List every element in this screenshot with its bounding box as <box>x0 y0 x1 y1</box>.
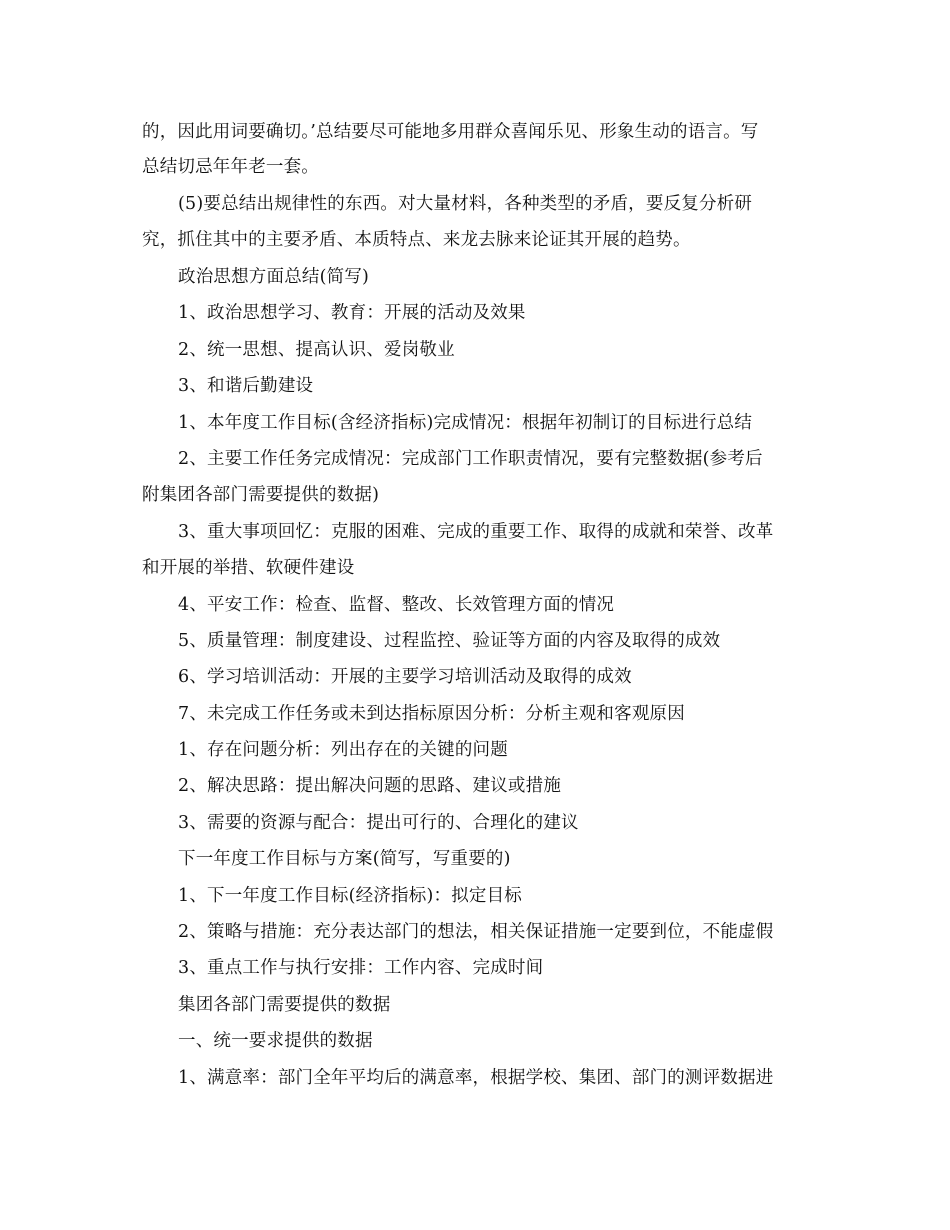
list-item: 4、平安工作：检查、监督、整改、长效管理方面的情况 <box>178 595 615 615</box>
list-item: 6、学习培训活动：开展的主要学习培训活动及取得的成效 <box>178 667 632 687</box>
text-line: (5)要总结出规律性的东西。对大量材料，各种类型的矛盾，要反复分析研 <box>178 194 753 214</box>
list-item: 2、主要工作任务完成情况：完成部门工作职责情况，要有完整数据(参考后 <box>178 449 763 469</box>
section-heading: 下一年度工作目标与方案(简写，写重要的) <box>178 849 511 869</box>
list-item: 1、下一年度工作目标(经济指标)：拟定目标 <box>178 886 522 906</box>
section-heading: 政治思想方面总结(简写) <box>178 267 370 287</box>
text-line: 的，因此用词要确切。’总结要尽可能地多用群众喜闻乐见、形象生动的语言。写 <box>142 122 759 142</box>
section-heading: 一、统一要求提供的数据 <box>178 1031 373 1051</box>
list-item: 2、统一思想、提高认识、爱岗敬业 <box>178 340 455 360</box>
text-line: 究，抓住其中的主要矛盾、本质特点、来龙去脉来论证其开展的趋势。 <box>142 230 691 250</box>
list-item: 1、存在问题分析：列出存在的关键的问题 <box>178 740 508 760</box>
list-item: 3、和谐后勤建设 <box>178 376 314 396</box>
list-item: 1、本年度工作目标(含经济指标)完成情况：根据年初制订的目标进行总结 <box>178 413 753 433</box>
list-item: 2、策略与措施：充分表达部门的想法，相关保证措施一定要到位，不能虚假 <box>178 922 774 942</box>
list-item: 1、满意率：部门全年平均后的满意率，根据学校、集团、部门的测评数据进 <box>178 1068 774 1088</box>
list-item: 2、解决思路：提出解决问题的思路、建议或措施 <box>178 776 562 796</box>
list-item: 3、需要的资源与配合：提出可行的、合理化的建议 <box>178 813 579 833</box>
list-item: 5、质量管理：制度建设、过程监控、验证等方面的内容及取得的成效 <box>178 631 721 651</box>
text-line: 和开展的举措、软硬件建设 <box>142 558 355 578</box>
list-item: 3、重大事项回忆：克服的困难、完成的重要工作、取得的成就和荣誉、改革 <box>178 522 774 542</box>
text-line: 总结切忌年年老一套。 <box>142 157 319 177</box>
list-item: 3、重点工作与执行安排：工作内容、完成时间 <box>178 958 544 978</box>
list-item: 7、未完成工作任务或未到达指标原因分析：分析主观和客观原因 <box>178 704 685 724</box>
text-line: 附集团各部门需要提供的数据) <box>142 485 380 505</box>
section-heading: 集团各部门需要提供的数据 <box>178 995 391 1015</box>
list-item: 1、政治思想学习、教育：开展的活动及效果 <box>178 303 526 323</box>
